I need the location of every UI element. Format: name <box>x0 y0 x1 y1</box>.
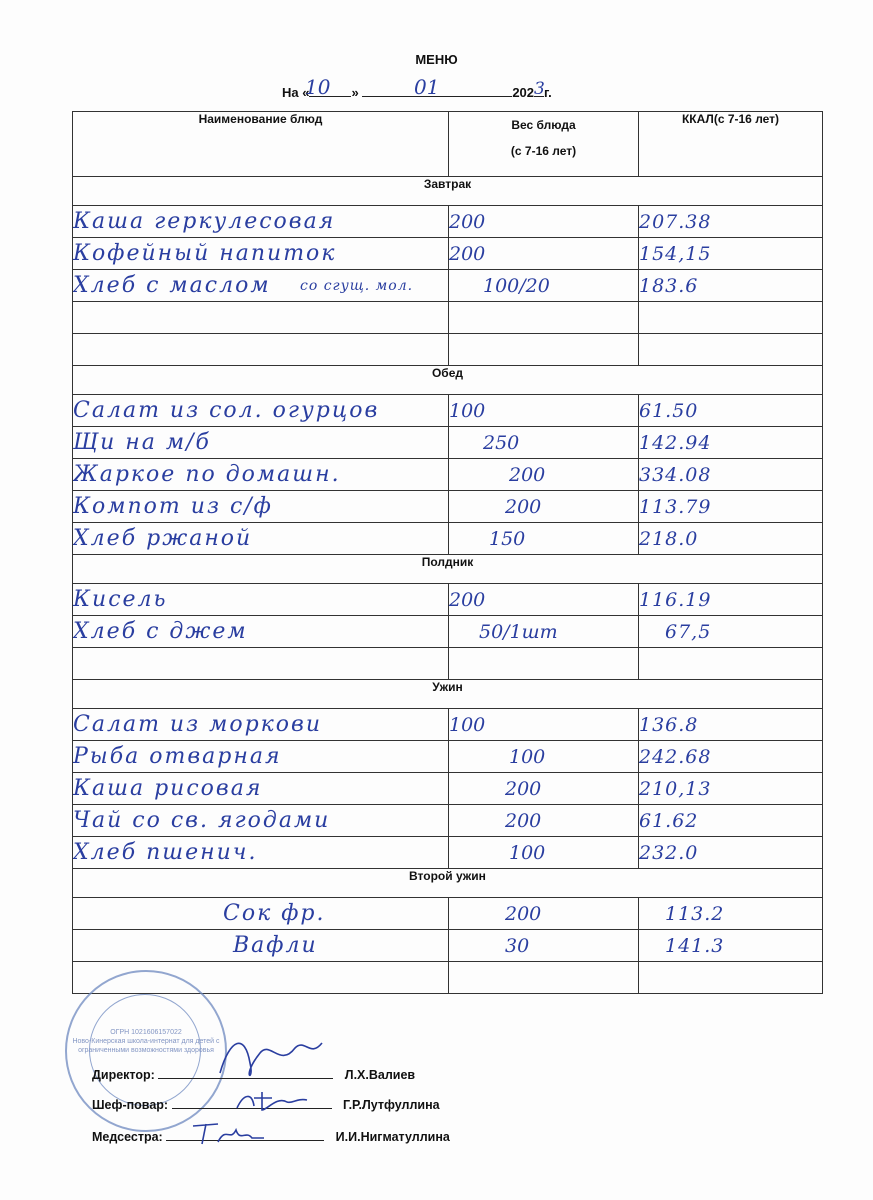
date-year: 3 <box>534 79 545 99</box>
table-row <box>73 805 823 837</box>
table-row-empty <box>73 648 823 680</box>
table-row <box>73 206 823 238</box>
table-row <box>73 930 823 962</box>
chef-name: Г.Р.Лутфуллина <box>343 1098 440 1112</box>
date-prefix: На « <box>282 85 310 100</box>
director-label: Директор: <box>92 1068 155 1082</box>
dish-name: Салат из сол. огурцов <box>73 395 449 427</box>
dish-kcal: 113.2 <box>639 898 823 930</box>
section-snack: Полдник <box>73 555 823 584</box>
table-row <box>73 898 823 930</box>
dish-name: Кофейный напиток <box>73 238 449 270</box>
dish-kcal: 113.79 <box>639 491 823 523</box>
section-lunch: Обед <box>73 366 823 395</box>
dish-weight: 200 <box>449 584 639 616</box>
table-row <box>73 773 823 805</box>
dish-name: Хлеб с джем <box>73 616 449 648</box>
dish-kcal: 61.62 <box>639 805 823 837</box>
dish-name: Рыба отварная <box>73 741 449 773</box>
section-breakfast: Завтрак <box>73 177 823 206</box>
date-suffix: г. <box>544 85 552 100</box>
dish-name: Хлеб ржаной <box>73 523 449 555</box>
date-mid: » <box>351 85 359 100</box>
stamp-text <box>67 1028 225 1055</box>
dish-kcal: 67,5 <box>639 616 823 648</box>
section-dinner: Ужин <box>73 680 823 709</box>
dish-weight: 30 <box>449 930 639 962</box>
dish-kcal: 142.94 <box>639 427 823 459</box>
dish-weight: 100 <box>449 741 639 773</box>
table-row <box>73 491 823 523</box>
table-row <box>73 523 823 555</box>
date-year-prefix: 202 <box>512 85 535 100</box>
handwritten-note: со сгущ. мол. <box>300 278 414 294</box>
director-name: Л.Х.Валиев <box>344 1068 416 1082</box>
dish-weight: 200 <box>449 805 639 837</box>
table-row <box>73 427 823 459</box>
dish-kcal: 334.08 <box>639 459 823 491</box>
page-title: МЕНЮ <box>415 52 458 67</box>
nurse-signature-line <box>92 1130 450 1144</box>
nurse-signature-scribble <box>188 1118 268 1148</box>
chef-signature-scribble <box>232 1088 312 1116</box>
dish-name: Вафли <box>73 930 449 962</box>
table-row <box>73 395 823 427</box>
table-row <box>73 709 823 741</box>
dish-weight: 200 <box>449 898 639 930</box>
dish-kcal: 183.6 <box>639 270 823 302</box>
table-header-row <box>73 112 823 177</box>
dish-name: Компот из с/ф <box>73 491 449 523</box>
dish-name: Каша рисовая <box>73 773 449 805</box>
table-row <box>73 459 823 491</box>
dish-name: Щи на м/б <box>73 427 449 459</box>
dish-name: Кисель <box>73 584 449 616</box>
table-row <box>73 616 823 648</box>
chef-label: Шеф-повар: <box>92 1098 169 1112</box>
table-row-empty <box>73 334 823 366</box>
stamp-ogrn: ОГРН 1021606157022 <box>110 1029 182 1036</box>
date-day: 10 <box>305 75 331 99</box>
dish-name: Жаркое по домашн. <box>73 459 449 491</box>
nurse-name: И.И.Нигматуллина <box>335 1130 450 1144</box>
dish-weight: 100/20 <box>449 270 639 302</box>
dish-kcal: 141.3 <box>639 930 823 962</box>
table-row-empty <box>73 302 823 334</box>
dish-kcal: 154,15 <box>639 238 823 270</box>
dish-kcal: 242.68 <box>639 741 823 773</box>
dish-kcal: 218.0 <box>639 523 823 555</box>
col-weight-header <box>449 112 639 177</box>
dish-weight: 100 <box>449 709 639 741</box>
table-row <box>73 741 823 773</box>
dish-name: Хлеб с маслом <box>73 270 449 302</box>
nurse-label: Медсестра: <box>92 1130 163 1144</box>
dish-kcal: 232.0 <box>639 837 823 869</box>
dish-weight: 200 <box>449 773 639 805</box>
dish-name: Каша геркулесовая <box>73 206 449 238</box>
dish-weight: 200 <box>449 491 639 523</box>
dish-weight: 50/1шт <box>449 616 639 648</box>
dish-name: Сок фр. <box>73 898 449 930</box>
dish-kcal: 136.8 <box>639 709 823 741</box>
col-kcal-header: ККАЛ(с 7-16 лет) <box>639 112 823 177</box>
dish-kcal: 210,13 <box>639 773 823 805</box>
weight-label: Вес блюда <box>511 118 576 132</box>
col-name-header: Наименование блюд <box>73 112 449 177</box>
stamp-school: Ново-Кинерская школа-интернат для детей с ограниченными возможностями здоровья <box>72 1038 220 1054</box>
dish-weight: 250 <box>449 427 639 459</box>
dish-weight: 100 <box>449 395 639 427</box>
table-row <box>73 584 823 616</box>
section-second-dinner: Второй ужин <box>73 869 823 898</box>
dish-kcal: 116.19 <box>639 584 823 616</box>
dish-kcal: 207.38 <box>639 206 823 238</box>
dish-name: Хлеб пшенич. <box>73 837 449 869</box>
dish-weight: 200 <box>449 238 639 270</box>
dish-weight: 200 <box>449 206 639 238</box>
dish-weight: 150 <box>449 523 639 555</box>
weight-age: (с 7-16 лет) <box>510 144 577 158</box>
dish-weight: 200 <box>449 459 639 491</box>
dish-name: Салат из моркови <box>73 709 449 741</box>
dish-weight: 100 <box>449 837 639 869</box>
table-row <box>73 238 823 270</box>
dish-name: Чай со св. ягодами <box>73 805 449 837</box>
date-month: 01 <box>414 75 440 99</box>
director-signature-scribble <box>210 1028 330 1088</box>
dish-kcal: 61.50 <box>639 395 823 427</box>
menu-table <box>72 111 823 994</box>
table-row <box>73 837 823 869</box>
table-row <box>73 270 823 302</box>
